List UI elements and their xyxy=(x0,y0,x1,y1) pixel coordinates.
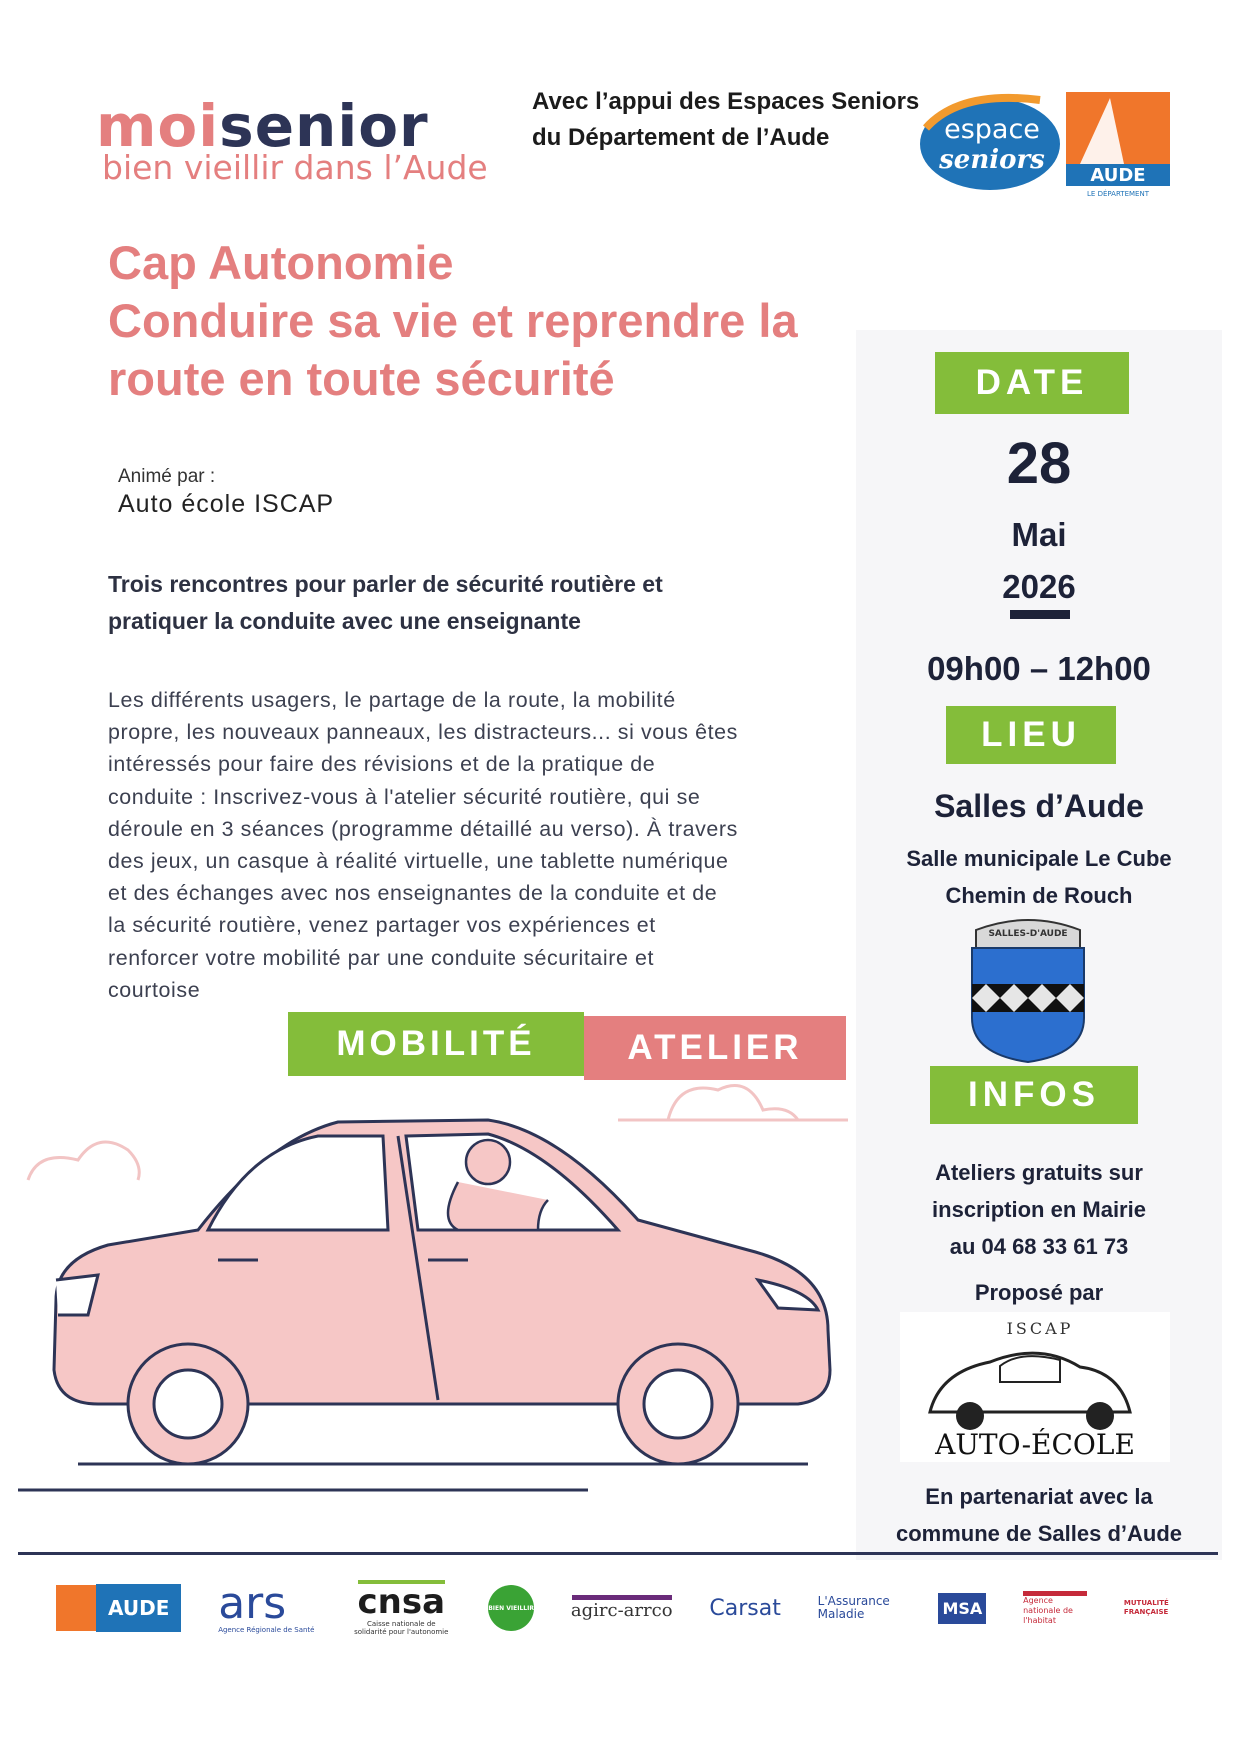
animated-by-value: Auto école ISCAP xyxy=(118,490,335,518)
description-line: des jeux, un casque à réalité virtuelle, une tablette numérique xyxy=(108,849,729,874)
title-line-3: route en toute sécurité xyxy=(108,352,615,405)
cnsa-text: cnsa xyxy=(357,1582,446,1622)
mutualite-logo xyxy=(1124,1599,1176,1617)
departement-word: LE DÉPARTEMENT xyxy=(1087,190,1149,198)
infos-line-2: inscription en Mairie xyxy=(932,1197,1146,1222)
description-line: intéressés pour faire des révisions et de la pratique de xyxy=(108,752,656,777)
description-line: Les différents usagers, le partage de la route, la mobilité xyxy=(108,688,676,712)
aude-footer-text: AUDE xyxy=(96,1584,181,1632)
description-line: renforcer votre mobilité par une conduite sécuritaire et xyxy=(108,945,655,970)
ars-logo xyxy=(218,1578,315,1634)
carsat-logo xyxy=(709,1596,780,1621)
description-line: la sécurité routière, venez partager vos expériences et xyxy=(108,913,656,938)
logo-tagline: bien vieillir dans l’Aude xyxy=(102,148,488,187)
lieu-label: LIEU xyxy=(946,706,1116,764)
intro-line-1: Trois rencontres pour parler de sécurité routière et xyxy=(108,571,663,597)
front-wheel xyxy=(644,1370,712,1438)
date-month: Mai xyxy=(1011,516,1067,553)
ars-subtext: Agence Régionale de Santé xyxy=(218,1626,315,1634)
agirc-arrco-logo xyxy=(571,1595,673,1621)
iscap-rear-wheel xyxy=(956,1402,984,1430)
car-illustration xyxy=(18,1070,858,1510)
bien-vieillir-logo xyxy=(488,1585,534,1631)
assurance-maladie-logo xyxy=(818,1595,902,1621)
infos-text xyxy=(856,1154,1222,1265)
driver-head xyxy=(466,1140,510,1184)
title-line-2: Conduire sa vie et reprendre la xyxy=(108,294,798,347)
seniors-word: seniors xyxy=(939,145,1045,175)
iscap-front-wheel xyxy=(1086,1402,1114,1430)
date-time: 09h00 – 12h00 xyxy=(927,650,1151,687)
cloud-right xyxy=(668,1086,798,1121)
description xyxy=(108,684,838,1006)
animated-by-label: Animé par : xyxy=(118,466,216,487)
aude-footer-logo xyxy=(56,1584,181,1632)
iscap-auto-ecole-logo xyxy=(900,1312,1170,1462)
agirc-text: agirc-arrco xyxy=(570,1600,673,1621)
bien-vieillir-text: BIEN VIEILLIR xyxy=(488,1604,534,1612)
aude-footer-mark xyxy=(56,1585,96,1631)
date-day: 28 xyxy=(1006,431,1072,496)
auto-ecole-text: AUTO-ÉCOLE xyxy=(935,1428,1135,1461)
partner-logos xyxy=(56,1572,1176,1644)
logo-senior-text: senior xyxy=(219,92,429,160)
anah-logo xyxy=(1023,1591,1087,1626)
atelier-tag: ATELIER xyxy=(584,1016,846,1080)
crest-text: SALLES-D'AUDE xyxy=(988,929,1068,939)
page-title xyxy=(108,234,868,408)
carsat-text: Carsat xyxy=(709,1595,781,1621)
partner-line-1: En partenariat avec la xyxy=(925,1484,1153,1509)
description-line: propre, les nouveaux panneaux, les distracteurs... si vous êtes xyxy=(108,720,738,745)
title-line-1: Cap Autonomie xyxy=(108,236,454,289)
date-underline xyxy=(1010,610,1070,619)
date-label: DATE xyxy=(935,352,1129,414)
msa-logo xyxy=(938,1593,986,1624)
assurance-maladie-text: L'Assurance Maladie xyxy=(817,1594,890,1621)
description-line: conduite : Inscrivez-vous à l'atelier sécurité routière, qui se xyxy=(108,784,701,809)
espace-word: espace xyxy=(944,114,1040,145)
lieu-venue xyxy=(856,840,1222,914)
infos-label: INFOS xyxy=(930,1066,1138,1124)
partner-line-2: commune de Salles d’Aude xyxy=(895,1521,1183,1546)
msa-text: MSA xyxy=(938,1593,986,1624)
venue-line-1: Salle municipale Le Cube xyxy=(906,846,1172,871)
description-line: courtoise xyxy=(108,977,201,1002)
venue-line-2: Chemin de Rouch xyxy=(945,883,1133,908)
support-text xyxy=(532,84,919,156)
mobilite-tag: MOBILITÉ xyxy=(288,1012,584,1076)
infos-line-1: Ateliers gratuits sur xyxy=(935,1160,1143,1185)
iscap-text: ISCAP xyxy=(1006,1319,1074,1338)
cloud-left xyxy=(28,1142,139,1180)
car-rear-window xyxy=(208,1136,388,1230)
aude-word: AUDE xyxy=(1090,165,1146,186)
cnsa-subtext: Caisse nationale de solidarité pour l'autonomie xyxy=(354,1620,449,1636)
intro-text xyxy=(108,566,748,640)
ars-text: ars xyxy=(218,1578,287,1629)
salles-daude-crest xyxy=(968,908,1088,1064)
partnership-text xyxy=(856,1478,1222,1552)
mutualite-text: MUTUALITÉ FRANÇAISE xyxy=(1123,1599,1169,1616)
espace-seniors-logo xyxy=(920,88,1170,200)
date-year: 2026 xyxy=(1002,568,1076,605)
intro-line-2: pratiquer la conduite avec une enseignante xyxy=(108,608,581,634)
lieu-city: Salles d’Aude xyxy=(934,788,1144,824)
logo-moi-text: moi xyxy=(96,92,220,160)
infos-phone: au 04 68 33 61 73 xyxy=(949,1234,1129,1259)
description-line: et des échanges avec nos enseignantes de la conduite et de xyxy=(108,881,718,906)
proposed-by: Proposé par xyxy=(974,1280,1104,1305)
cnsa-logo xyxy=(351,1580,451,1636)
rear-wheel xyxy=(154,1370,222,1438)
support-line-2: du Département de l’Aude xyxy=(532,124,830,151)
description-line: déroule en 3 séances (programme détaillé au verso). À travers xyxy=(108,816,738,841)
anah-text: Agence nationale de l'habitat xyxy=(1023,1591,1087,1626)
footer-divider xyxy=(18,1552,1218,1555)
support-line-1: Avec l’appui des Espaces Seniors xyxy=(532,88,920,115)
